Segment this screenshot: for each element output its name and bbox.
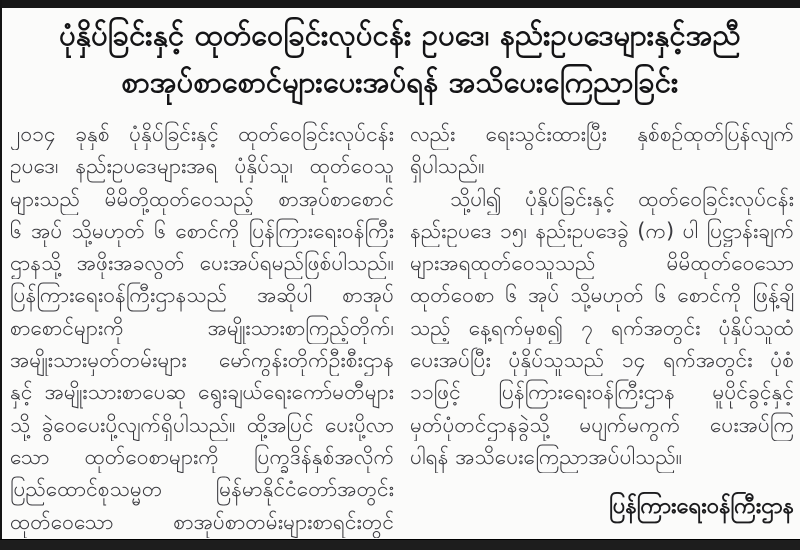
body-line: ထုတ်ဝေသော စာအုပ်စာတမ်းများစာရင်းတွင် — [10, 509, 394, 534]
body-line: ပေးအပ်ပြီး ပုံနှိပ်သူသည် ၁၄ ရက်အတွင်း ပုံစံ — [410, 348, 794, 373]
body-line: ဌာနသို့ အဖိုးအခလွတ် ပေးအပ်ရမည်ဖြစ်ပါသည်။ — [10, 251, 394, 276]
left-column — [10, 118, 394, 538]
right-column — [410, 118, 794, 538]
body-line: သို့ ခွဲဝေပေးပို့လျက်ရှိပါသည်။ ထို့အပြင် ပေးပို့လာ — [10, 412, 394, 437]
bottom-border-bar — [0, 539, 800, 550]
body-line: သို့ပါ၍ ပုံနှိပ်ခြင်းနှင့် ထုတ်ဝေခြင်းလုပ်ငန်း — [450, 186, 794, 211]
title-line-1: ပုံနှိပ်ခြင်းနှင့် ထုတ်ဝေခြင်းလုပ်ငန်း ဥပဒေ၊ နည်းဥပဒေများနှင့်အညီ — [59, 18, 741, 52]
body-line: လည်း ရေးသွင်းထားပြီး နှစ်စဉ်ထုတ်ပြန်လျက် — [410, 122, 794, 146]
body-line: သော ထုတ်ဝေစာများကို ပြက္ခဒိန်နှစ်အလိုက် — [10, 444, 394, 469]
body-line: ထုတ်ဝေစာ ၆ အုပ် သို့မဟုတ် ၆ စောင်ကို ဖြန့်ချိ — [410, 283, 794, 308]
signature-line: ပြန်ကြားရေးဝန်ကြီးဌာန — [609, 494, 794, 520]
body-line: ဥပဒေ၊ နည်းဥပဒေများအရ ပုံနှိပ်သူ၊ ထုတ်ဝေသူ — [10, 154, 394, 179]
left-border-line — [0, 0, 2, 550]
body-line: မှတ်ပုံတင်ဌာနခွဲသို့ မပျက်မကွက် ပေးအပ်ကြ — [410, 412, 794, 437]
top-border-bar — [0, 0, 800, 8]
body-line: ပါရန် အသိပေးကြေညာအပ်ပါသည်။ — [410, 444, 683, 469]
body-line: အမျိုးသားမှတ်တမ်းများ မော်ကွန်းတိုက်ဦးစီးဌာန — [10, 348, 394, 373]
body-line: ၆ အုပ် သို့မဟုတ် ၆ စောင်ကို ပြန်ကြားရေးဝန်ကြီး — [10, 218, 394, 243]
body-text — [10, 118, 794, 538]
body-line: များသည် မိမိတို့ထုတ်ဝေသည့် စာအုပ်စာစောင် — [10, 186, 394, 211]
body-line: စာစောင်များကို အမျိုးသားစာကြည့်တိုက်၊ — [10, 315, 394, 340]
title-line-2: စာအုပ်စာစောင်များပေးအပ်ရန် အသိပေးကြေညာခြင်း — [121, 65, 679, 99]
body-line: ပြည်ထောင်စုသမ္မတ မြန်မာနိုင်ငံတော်အတွင်း — [10, 477, 394, 502]
body-line: နှင့် အမျိုးသားစာပေဆု ရွေးချယ်ရေးကော်မတီများ — [10, 380, 394, 405]
body-line: ပြန်ကြားရေးဝန်ကြီးဌာနသည် အဆိုပါ စာအုပ် — [10, 283, 394, 308]
body-line: ၂၀၁၄ ခုနှစ် ပုံနှိပ်ခြင်းနှင့် ထုတ်ဝေခြင်းလုပ်ငန်း — [10, 122, 394, 146]
body-line: များအရထုတ်ဝေသူသည် မိမိထုတ်ဝေသော — [410, 251, 794, 276]
body-line: ၁၁ဖြင့် ပြန်ကြားရေးဝန်ကြီးဌာန မူပိုင်ခွင့်နှင့် — [410, 380, 794, 405]
body-line: ရှိပါသည်။ — [410, 154, 485, 179]
body-line: နည်းဥပဒေ ၁၅၊ နည်းဥပဒေခွဲ (က) ပါ ပြဋ္ဌာန်းချက် — [410, 218, 794, 243]
page-title — [10, 12, 790, 106]
body-line: သည့် နေ့ရက်မှစ၍ ၇ ရက်အတွင်း ပုံနှိပ်သူထံ — [410, 315, 794, 340]
